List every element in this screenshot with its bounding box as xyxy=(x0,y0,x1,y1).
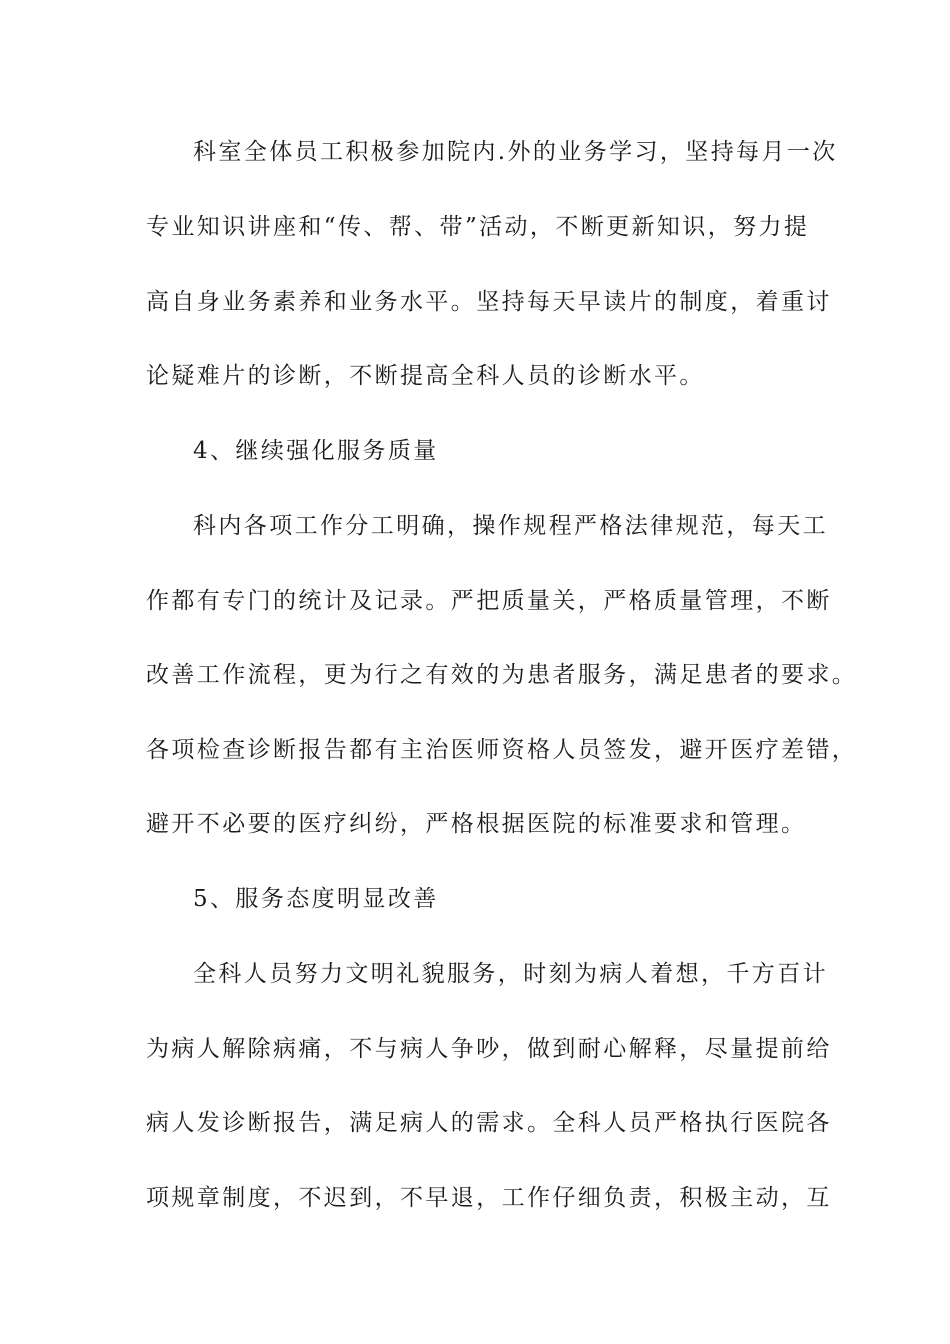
section-heading: 4、继续强化服务质量 xyxy=(193,438,439,464)
paragraph-line: 科室全体员工积极参加院内.外的业务学习，坚持每月一次 xyxy=(193,139,838,165)
section-heading: 5、服务态度明显改善 xyxy=(193,886,439,912)
paragraph-line: 论疑难片的诊断，不断提高全科人员的诊断水平。 xyxy=(146,363,705,389)
paragraph-line: 科内各项工作分工明确，操作规程严格法律规范，每天工 xyxy=(193,513,828,539)
paragraph-line: 改善工作流程，更为行之有效的为患者服务，满足患者的要求。 xyxy=(146,662,858,688)
paragraph-line: 项规章制度，不迟到，不早退，工作仔细负责，积极主动，互 xyxy=(146,1185,832,1211)
paragraph-line: 全科人员努力文明礼貌服务，时刻为病人着想，千方百计 xyxy=(193,961,828,987)
paragraph-line: 高自身业务素养和业务水平。坚持每天早读片的制度，着重讨 xyxy=(146,289,832,315)
paragraph-line: 作都有专门的统计及记录。严把质量关，严格质量管理，不断 xyxy=(146,588,832,614)
paragraph-line: 各项检查诊断报告都有主治医师资格人员签发，避开医疗差错， xyxy=(146,737,858,763)
paragraph-line: 避开不必要的医疗纠纷，严格根据医院的标准要求和管理。 xyxy=(146,811,807,837)
paragraph-line: 病人发诊断报告，满足病人的需求。全科人员严格执行医院各 xyxy=(146,1110,832,1136)
paragraph-line: 为病人解除病痛，不与病人争吵，做到耐心解释，尽量提前给 xyxy=(146,1036,832,1062)
paragraph-line: 专业知识讲座和“传、帮、带”活动，不断更新知识，努力提 xyxy=(146,214,810,240)
